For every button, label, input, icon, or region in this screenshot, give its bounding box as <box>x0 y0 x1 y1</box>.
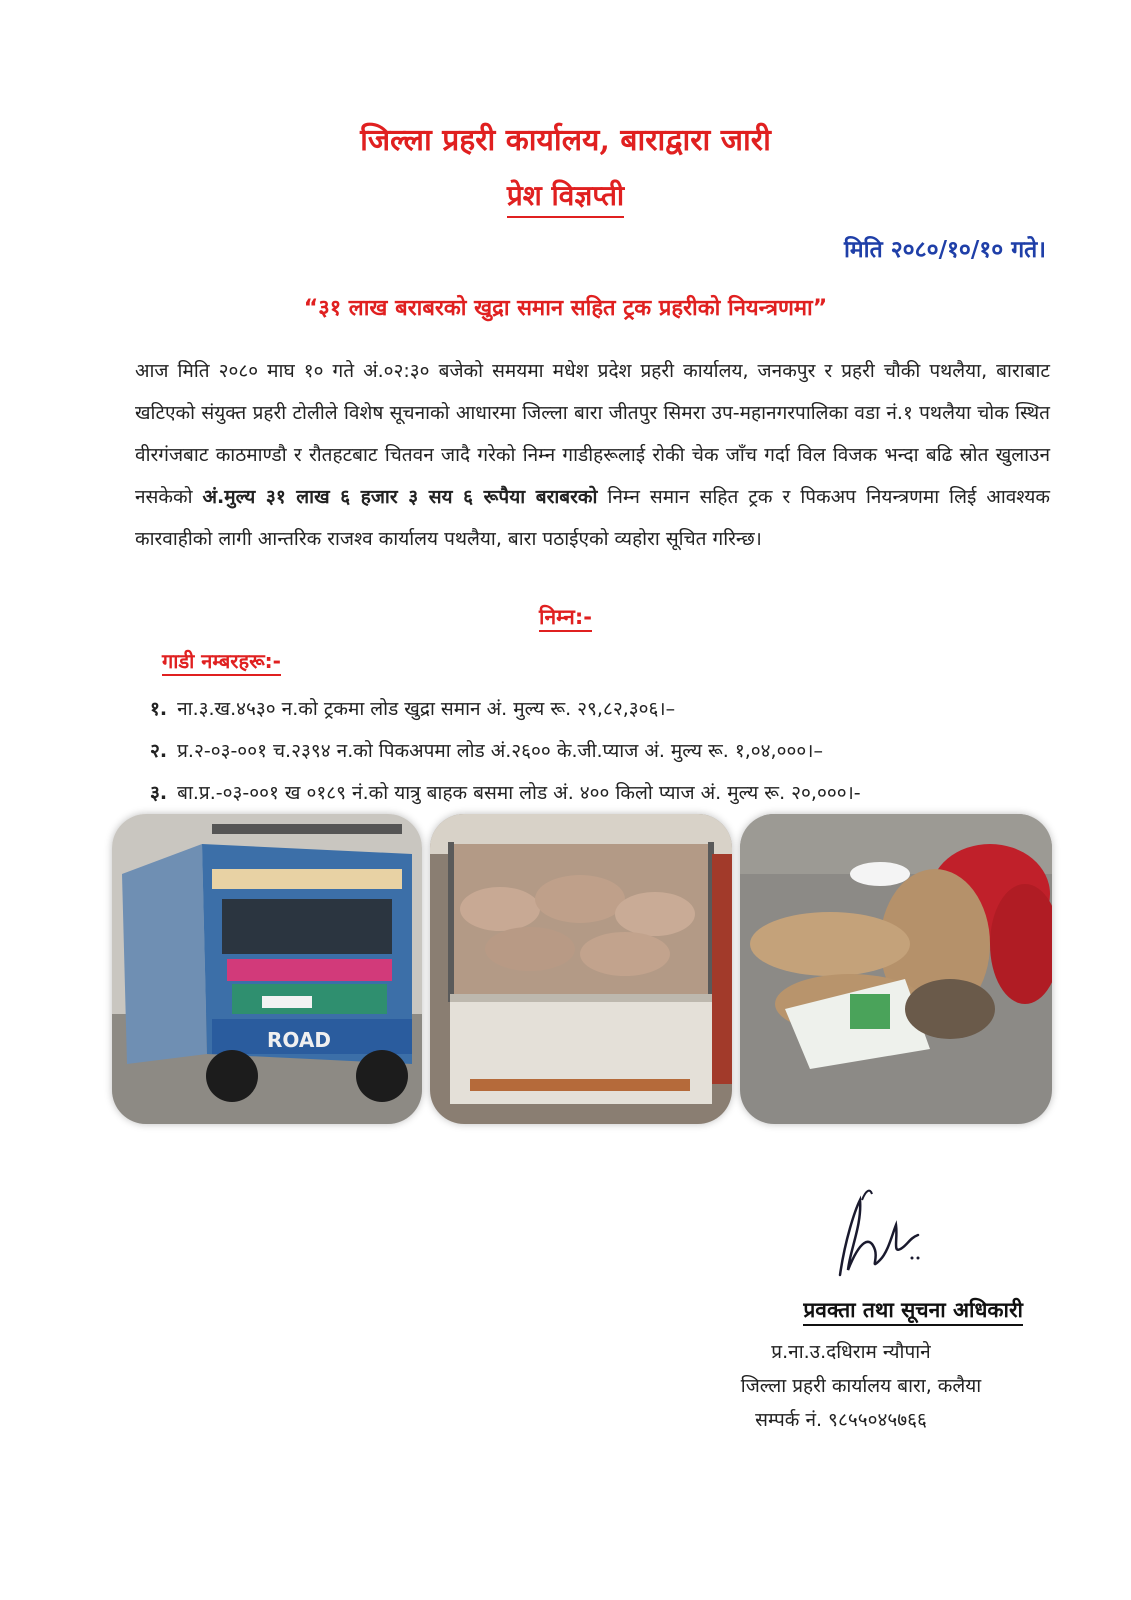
signatory-name: प्र.ना.उ.दधिराम न्यौपाने <box>771 1341 931 1363</box>
list-item-text: ना.३.ख.४५३० न.को ट्रकमा लोड खुद्रा समान अं. मुल्य रू. २९,८२,३०६।– <box>177 698 676 720</box>
release-date: मिति २०८०/१०/१० गते। <box>843 237 1046 263</box>
following-label: निम्न:- <box>539 604 592 632</box>
press-release-subtitle: प्रेश विज्ञप्ती <box>507 176 624 218</box>
list-item <box>150 772 1070 814</box>
signatory-contact: सम्पर्क नं. ९८५५०४५७६६ <box>755 1409 927 1431</box>
vehicle-numbers-heading: गाडी नम्बरहरू:- <box>162 648 281 676</box>
list-item-number: २. <box>150 740 168 762</box>
list-item-number: ३. <box>150 782 168 804</box>
pickup-photo <box>430 814 732 1124</box>
truck-photo <box>112 814 422 1124</box>
sacks-photo <box>740 814 1052 1124</box>
office-title: जिल्ला प्रहरी कार्यालय, बाराद्वारा जारी <box>360 123 771 158</box>
signatory-office: जिल्ला प्रहरी कार्यालय बारा, कलैया <box>740 1375 982 1397</box>
body-paragraph <box>135 350 1050 560</box>
list-item-text: बा.प्र.-०३-००१ ख ०१८९ नं.को यात्रु बाहक बसमा लोड अं. ४०० किलो प्याज अं. मुल्य रू. २०,०००।- <box>177 782 861 804</box>
headline: “३१ लाख बराबरको खुद्रा समान सहित ट्रक प्रहरीको नियन्त्रणमा” <box>303 296 828 321</box>
body-bold-value: अं.मुल्य ३१ लाख ६ हजार ३ सय ६ रूपैया बराबरको <box>202 486 598 508</box>
vehicle-list <box>150 688 1070 814</box>
signatory-title: प्रवक्ता तथा सूचना अधिकारी <box>803 1296 1023 1326</box>
truck-road-text: ROAD <box>267 1028 331 1052</box>
list-item <box>150 688 1070 730</box>
photo-strip <box>112 814 1052 1124</box>
subtitle-wrap <box>0 176 1131 218</box>
signature <box>800 1180 940 1290</box>
list-item <box>150 730 1070 772</box>
nimna-wrap <box>0 604 1131 632</box>
list-item-number: १. <box>150 698 168 720</box>
body-part-2: निम्न समान सहित ट्रक र पिकअप नियन्त्रणमा लिई आवश्यक कारवाहीको लागी आन्तरिक राजश्व कार्यालय पथलैया, बारा पठाईएको व्यहोरा सूचित गरिन्छ। <box>135 486 1050 550</box>
body-part-1: आज मिति २०८० माघ १० गते अं.०२:३० बजेको समयमा मधेश प्रदेश प्रहरी कार्यालय, जनकपुर र प्रहरी चौकी पथलैया, बाराबाट खटिएको संयुक्त प्रहरी टोलीले विशेष सूचनाको आधारमा जिल्ला बारा जीतपुर सिमरा उप-महानगरपालिका वडा नं.१ पथलैया चोक स्थित वीरगंजबाट काठमाण्डौ र रौतहटबाट चितवन जादै गरेको निम्न गाडीहरूलाई रोकी चेक जाँच गर्दा विल विजक भन्दा बढि स्रोत खुलाउन नसकेको <box>135 360 1050 508</box>
list-item-text: प्र.२-०३-००१ च.२३९४ न.को पिकअपमा लोड अं.२६०० के.जी.प्याज अं. मुल्य रू. १,०४,०००।– <box>177 740 823 762</box>
